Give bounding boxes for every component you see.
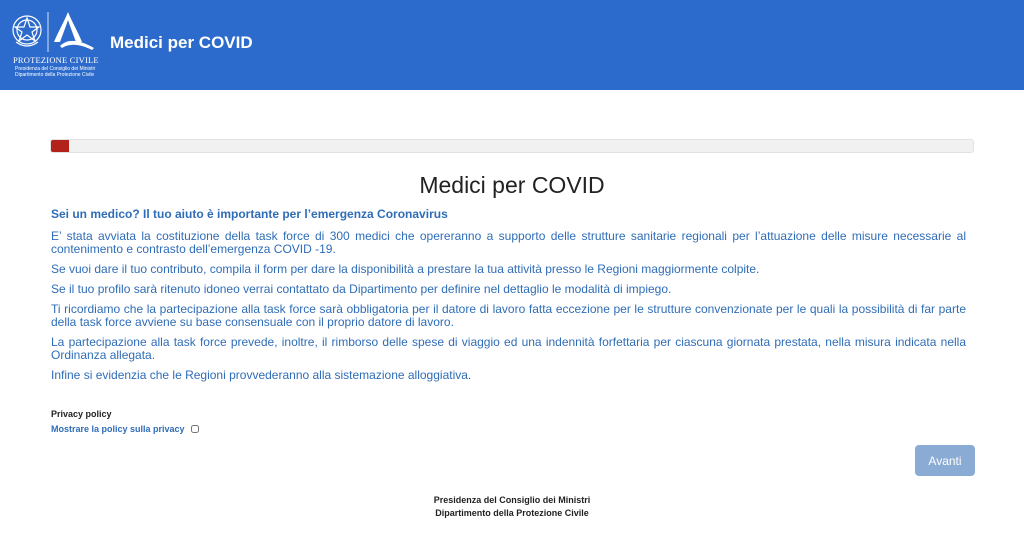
privacy-policy-label: Privacy policy [51, 409, 112, 419]
privacy-policy-checkbox[interactable] [191, 425, 199, 433]
paragraph-accommodation: Infine si evidenzia che le Regioni provvederanno alla sistemazione alloggiativa. [51, 368, 472, 382]
next-button[interactable]: Avanti [915, 445, 975, 476]
header-bar [0, 0, 1024, 90]
paragraph-contribute: Se vuoi dare il tuo contributo, compila il form per dare la disponibilità a prestare la tua attività presso le Regioni maggiormente colpite. [51, 262, 760, 276]
app-title[interactable]: Medici per COVID [110, 33, 253, 52]
progress-fill [51, 140, 69, 152]
page-title: Medici per COVID [419, 172, 605, 198]
privacy-policy-toggle[interactable] [51, 424, 199, 434]
footer-line-1: Presidenza del Consiglio dei Ministri [433, 495, 591, 505]
footer-line-2: Dipartimento della Protezione Civile [435, 508, 589, 518]
progress-bar [50, 139, 974, 153]
protezione-civile-mark-icon [54, 12, 94, 50]
logo-subtitle-1: Presidenza del Consiglio dei Ministri [15, 66, 96, 72]
paragraph-reimbursement: La partecipazione alla task force prevede, inoltre, il rimborso delle spese di viaggio ed una indennità forfettaria per ciascuna giornata prestata, nella misura indicata nella Ordinanza allegata. [51, 335, 966, 362]
emblem-icon [10, 8, 102, 56]
footer [0, 494, 1024, 520]
protezione-civile-logo[interactable] [10, 8, 102, 80]
intro-heading: Sei un medico? Il tuo aiuto è importante per l’emergenza Coronavirus [51, 207, 448, 221]
paragraph-profile: Se il tuo profilo sarà ritenuto idoneo verrai contattato da Dipartimento per definire nel dettaglio le modalità di impiego. [51, 282, 672, 296]
logo-name: PROTEZIONE CIVILE [13, 55, 99, 65]
intro-content [51, 208, 966, 389]
paragraph-task-force: E’ stata avviata la costituzione della task force di 300 medici che opereranno a supporto delle strutture sanitarie regionali per l’attuazione delle misure necessarie al contenimento e contrasto dell’emergenza COVID -19. [51, 229, 966, 256]
privacy-policy-toggle-label[interactable]: Mostrare la policy sulla privacy [51, 424, 185, 434]
logo-subtitle-2: Dipartimento della Protezione Civile [15, 72, 95, 78]
paragraph-employer: Ti ricordiamo che la partecipazione alla task force sarà obbligatoria per il datore di lavoro fatta eccezione per le strutture convenzionate per le quali la possibilità di far parte della task force avviene su base consensuale con il proprio datore di lavoro. [51, 302, 966, 329]
